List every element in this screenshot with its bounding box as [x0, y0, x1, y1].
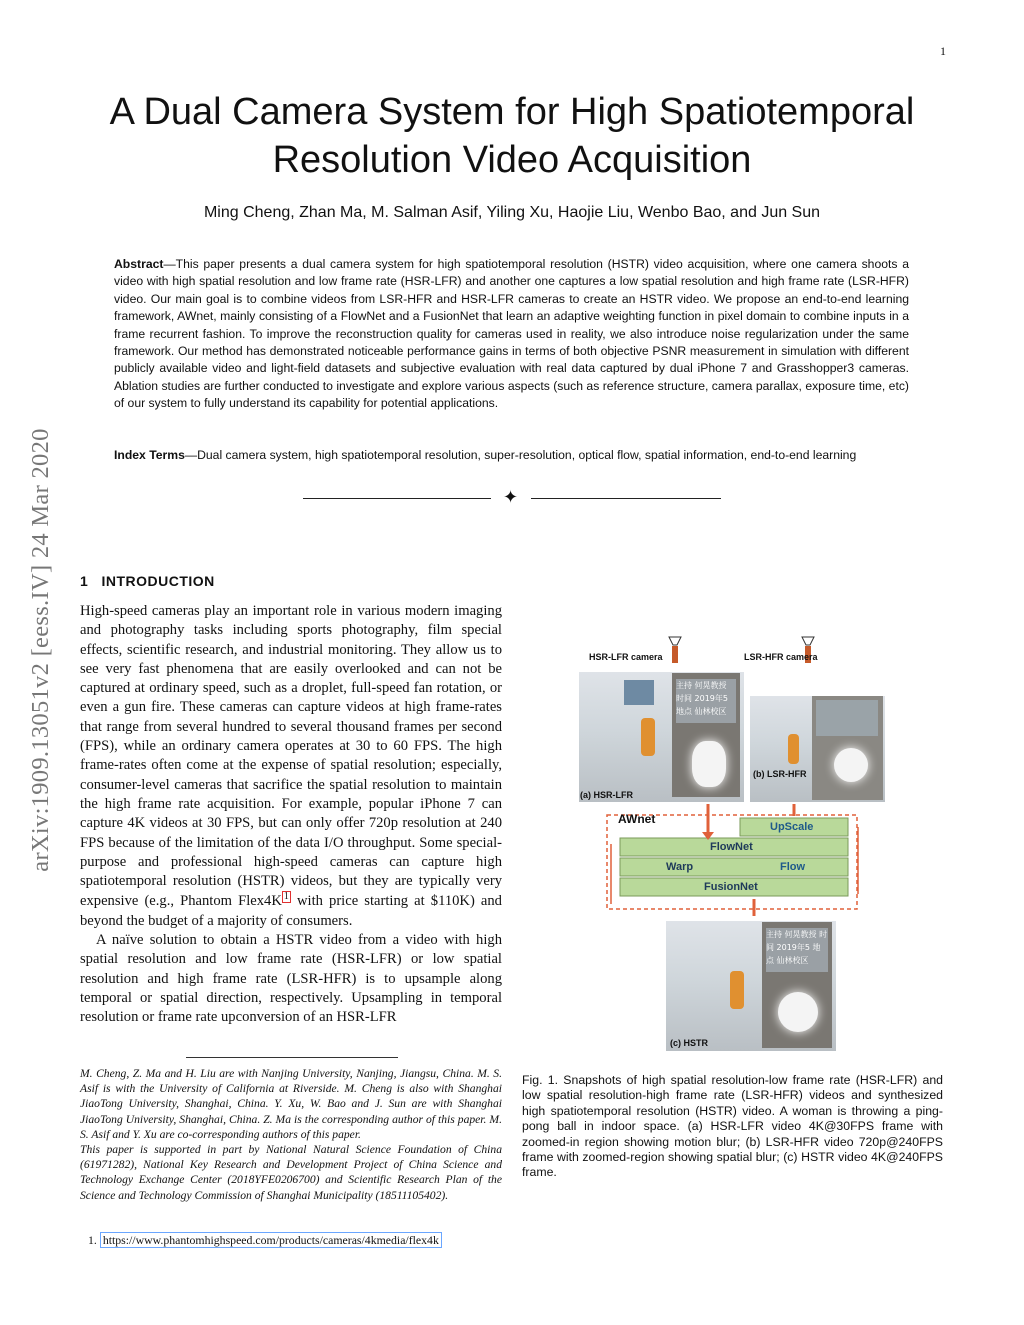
fusionnet-label: FusionNet [704, 881, 758, 893]
zoom-board-text-c: 主持 何晃教授 时间 2019年5 地点 仙林校区 [766, 928, 828, 972]
zoom-panel [672, 673, 740, 797]
zoom-panel-b [812, 696, 883, 800]
figure-caption: Fig. 1. Snapshots of high spatial resolution-low frame rate (HSR-LFR) and low spatial resolution-high frame rate (LSR-HFR) videos and synthesized high spatiotemporal resolution (HSTR) video. A woman is throwing a ping-pong ball in indoor space. (a) HSR-LFR video 4K@30FPS frame with zoomed-in region showing motion blur; (b) LSR-HFR video 720p@240FPS frame with zoomed-region showing spatial blur; (c) HSTR video 4K@240FPS frame. [522, 1073, 943, 1180]
photo-person [641, 718, 655, 756]
paragraph-1 [80, 602, 502, 931]
footnote-funding: This paper is supported in part by National Natural Science Foundation of China (61971282), National Key Research and Development Project of China Science and Technology Exchange Center (2018YFE0206700) and Scientific Research Plan of the Science and Technology Commission of Shanghai Municipality (18511105402). [80, 1143, 502, 1202]
awnet-label: AWnet [618, 812, 656, 826]
photo-lsr-hfr [750, 696, 885, 802]
warp-label: Warp [666, 861, 694, 873]
sharp-ball [778, 992, 818, 1032]
footnote-1-number: 1. [88, 1233, 97, 1247]
section-heading [80, 573, 215, 589]
camera-left-label: HSR-LFR camera [589, 652, 663, 662]
section-title: INTRODUCTION [101, 573, 215, 589]
label-c: (c) HSTR [670, 1038, 708, 1048]
footnote-ref-link[interactable]: 1 [283, 891, 289, 903]
upscale-label: UpScale [770, 821, 814, 833]
footnote-1-url[interactable]: https://www.phantomhighspeed.com/products/cameras/4kmedia/flex4k [100, 1232, 442, 1248]
ball [834, 748, 868, 782]
photo-person-small [788, 734, 799, 764]
title-line-2: Resolution Video Acquisition [272, 139, 752, 181]
index-terms-text: —Dual camera system, high spatiotemporal resolution, super-resolution, optical flow, spatial information, end-to-end learning [184, 448, 857, 462]
camera-right-label: LSR-HFR camera [744, 652, 818, 662]
abstract-text: —This paper presents a dual camera system for high spatiotemporal resolution (HSTR) video acquisition, where one camera shoots a video with high spatial resolution and low frame rate (HSR-LFR) and another one captures a low spatial resolution and high frame rate (LSR-HFR) video. Our main goal is to combine videos from LSR-HFR and HSR-LFR cameras to create an HSTR video. We propose an end-to-end learning framework, AWnet, mainly consisting of a FlowNet and a FusionNet that learn an adaptive weighting function in pixel domain to combine inputs in a frame recurrent fashion. To improve the reconstruction quality for cameras used in reality, we also introduce noise regularization under the same framework. Our method has demonstrated noticeable performance gains in terms of both objective PSNR measurement in simulation with different publicly available video and light-field datasets and subjective evaluation with real data captured by dual iPhone 7 and Grasshopper3 cameras. Ablation studies are further conducted to investigate and explore various aspects (such as reference structure, camera parallax, exposure time, etc) of our system to fully understand its capability for potential applications. [114, 257, 909, 411]
footnotes [80, 1066, 502, 1203]
intro-body [80, 602, 502, 1027]
flow-label: Flow [780, 861, 806, 873]
index-terms-label: Index Terms [114, 448, 185, 462]
section-number: 1 [80, 573, 89, 589]
index-terms [114, 447, 909, 464]
abstract-label: Abstract [114, 257, 164, 271]
blurred-ball [692, 741, 726, 787]
title-line-1: A Dual Camera System for High Spatiotemporal [109, 91, 915, 133]
footnote-1 [88, 1233, 442, 1248]
flownet-label: FlowNet [710, 841, 753, 853]
photo-hstr [666, 921, 836, 1051]
paragraph-1-end: with price starting at $110K) and beyond the budget of a majority of consumers. [80, 893, 502, 929]
camera-left-icon [668, 636, 682, 664]
label-b: (b) LSR-HFR [753, 769, 807, 779]
footnote-rule [186, 1057, 398, 1058]
arxiv-id: arXiv:1909.13051v2 [eess.IV] 24 Mar 2020 [27, 428, 54, 872]
arxiv-stamp [16, 345, 66, 955]
footnote-affiliation: M. Cheng, Z. Ma and H. Liu are with Nanjing University, Nanjing, Jiangsu, China. M. S. Asif is with the University of California at Riverside. M. Cheng is also with Shanghai JiaoTong University, Shanghai, China. Y. Xu, W. Bao and J. Sun are with Shanghai JiaoTong University, Shanghai, China. Z. Ma is the corresponding author of this paper. M. S. Asif and Y. Xu are co-corresponding authors of this paper. [80, 1067, 502, 1141]
divider-left [303, 498, 491, 499]
photo-board [624, 680, 654, 705]
photo-person-c [730, 971, 744, 1009]
divider-diamond-icon: ✦ [503, 487, 519, 507]
zoom-board-blur [816, 700, 878, 736]
author-list: Ming Cheng, Zhan Ma, M. Salman Asif, Yiling Xu, Haojie Liu, Wenbo Bao, and Jun Sun [203, 204, 821, 221]
paper-title [60, 88, 964, 184]
zoom-panel-c [762, 922, 832, 1048]
zoom-board-text: 主持 何晃教授 时间 2019年5 地点 仙林校区 [676, 679, 736, 723]
page-number: 1 [940, 44, 946, 58]
figure-1 [574, 636, 874, 1056]
photo-hsr-lfr [579, 672, 744, 802]
abstract [114, 256, 909, 413]
paragraph-2: A naïve solution to obtain a HSTR video from a video with high spatial resolution and low frame rate (HSR-LFR) or low spatial resolution and high frame rate (LSR-HFR) is to upsample along temporal or spatial direction, respectively. Upsampling in temporal resolution or frame rate upconversion of an HSR-LFR [80, 931, 502, 1026]
label-a: (a) HSR-LFR [580, 790, 633, 800]
divider-right [531, 498, 721, 499]
paragraph-1-text: High-speed cameras play an important role in various modern imaging and photography tasks including sports photography, film special effects, scientific research, and industrial monitoring. They allow us to see very fast phenomena that are easily overlooked and can not be captured at ordinary speed, such as a droplet, full-speed fan rotation, or even a gun fire. These cameras can capture videos at high frame-rates that range from several hundred to several thousand frames per second (FPS), while an ordinary camera operates at 30 to 60 FPS. The high frame-rates often come at the expense of spatial resolution; especially, consumer-level cameras that sacrifice the spatial resolution to maintain the high frame rate acquisition. For example, popular iPhone 7 can capture 4K videos at 30 FPS, but can only offer 720p resolution at 240 FPS because of the limitation of the data I/O throughput. Some special-purpose and professional high-speed cameras can capture high spatiotemporal resolution (HSTR) videos, but they are typically very expensive (e.g., Phantom Flex4K [80, 603, 502, 910]
